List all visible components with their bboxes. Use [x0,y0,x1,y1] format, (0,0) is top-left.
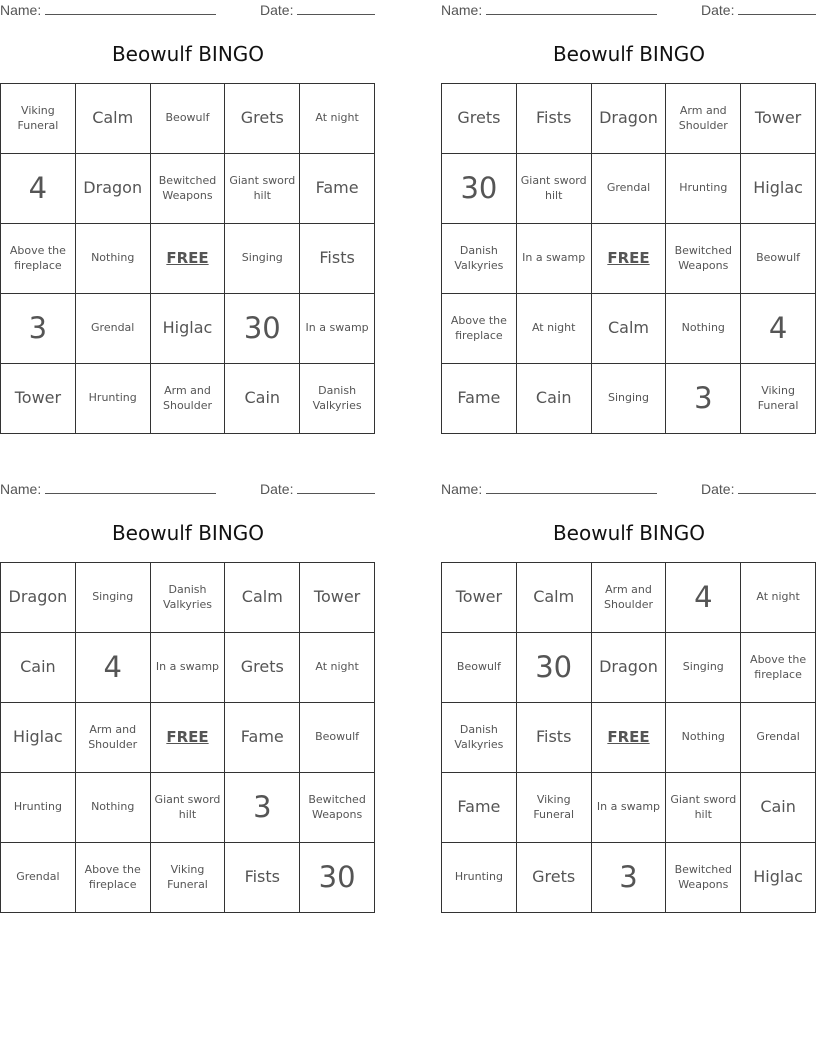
name-label: Name: [0,2,42,18]
bingo-cell[interactable]: Singing [592,364,667,434]
bingo-cell[interactable]: Danish Valkyries [442,224,517,294]
bingo-cell[interactable]: Dragon [1,563,76,633]
bingo-cell[interactable]: Fists [300,224,375,294]
date-field [260,2,375,18]
bingo-grid [0,83,375,434]
bingo-cell[interactable]: At night [517,294,592,364]
bingo-cell[interactable]: Dragon [592,633,667,703]
name-field [0,2,216,18]
bingo-cell[interactable]: Higlac [151,294,226,364]
date-field [260,481,375,497]
date-blank-line[interactable] [738,3,816,15]
bingo-cell[interactable]: Fame [300,154,375,224]
card-title: Beowulf BINGO [552,42,706,66]
bingo-cell[interactable]: Arm and Shoulder [151,364,226,434]
bingo-cell[interactable]: Giant sword hilt [151,773,226,843]
bingo-cell[interactable]: Above the fireplace [741,633,816,703]
bingo-cell[interactable]: Dragon [592,84,667,154]
free-space-cell[interactable]: FREE [151,224,226,294]
bingo-cell[interactable]: Dragon [76,154,151,224]
bingo-cell[interactable]: Cain [741,773,816,843]
bingo-cell[interactable]: 30 [300,843,375,913]
bingo-cell[interactable]: Cain [1,633,76,703]
bingo-cell[interactable]: Singing [76,563,151,633]
bingo-cell[interactable]: Higlac [741,154,816,224]
bingo-cell[interactable]: 3 [225,773,300,843]
bingo-cell[interactable]: Danish Valkyries [300,364,375,434]
card-title: Beowulf BINGO [111,42,265,66]
bingo-cell[interactable]: Nothing [666,703,741,773]
name-label: Name: [441,2,483,18]
bingo-cell[interactable]: In a swamp [151,633,226,703]
bingo-cell[interactable]: Beowulf [741,224,816,294]
card-header [441,479,816,501]
date-field [701,2,816,18]
bingo-cell[interactable]: Fists [517,703,592,773]
bingo-card [0,0,376,435]
bingo-cell[interactable]: 4 [741,294,816,364]
free-space-cell[interactable]: FREE [151,703,226,773]
bingo-grid [441,83,816,434]
bingo-cell[interactable]: Giant sword hilt [517,154,592,224]
bingo-cell[interactable]: Viking Funeral [151,843,226,913]
bingo-cell[interactable]: Hrunting [76,364,151,434]
bingo-cell[interactable]: Bewitched Weapons [666,843,741,913]
bingo-cell[interactable]: Beowulf [151,84,226,154]
name-blank-line[interactable] [486,3,657,15]
bingo-card [0,479,376,914]
bingo-cell[interactable]: Above the fireplace [442,294,517,364]
bingo-cell[interactable]: 4 [76,633,151,703]
bingo-cell[interactable]: Danish Valkyries [151,563,226,633]
bingo-cell[interactable]: Singing [225,224,300,294]
name-label: Name: [0,481,42,497]
bingo-cell[interactable]: In a swamp [300,294,375,364]
date-label: Date: [701,2,735,18]
bingo-cell[interactable]: Fame [442,773,517,843]
bingo-cell[interactable]: Fists [225,843,300,913]
free-space-cell[interactable]: FREE [592,703,667,773]
card-header [441,0,816,22]
bingo-cell[interactable]: Calm [592,294,667,364]
bingo-grid [0,562,375,913]
name-field [441,2,657,18]
card-header [0,479,376,501]
bingo-cell[interactable]: Bewitched Weapons [300,773,375,843]
name-blank-line[interactable] [45,3,216,15]
bingo-cell[interactable]: Nothing [76,773,151,843]
bingo-cell[interactable]: Grets [517,843,592,913]
bingo-cell[interactable]: Viking Funeral [1,84,76,154]
bingo-cell[interactable]: Grendal [741,703,816,773]
bingo-grid [441,562,816,913]
bingo-cell[interactable]: 3 [592,843,667,913]
bingo-cell[interactable]: Fame [225,703,300,773]
card-header [0,0,376,22]
name-field [441,481,657,497]
bingo-cell[interactable]: 4 [1,154,76,224]
date-label: Date: [260,481,294,497]
bingo-cell[interactable]: Grendal [1,843,76,913]
bingo-cell[interactable]: 30 [442,154,517,224]
name-label: Name: [441,481,483,497]
bingo-cell[interactable]: Tower [442,563,517,633]
bingo-cell[interactable]: Tower [741,84,816,154]
free-space-cell[interactable]: FREE [592,224,667,294]
bingo-cell[interactable]: Grets [225,633,300,703]
bingo-cell[interactable]: Beowulf [442,633,517,703]
bingo-cell[interactable]: Cain [517,364,592,434]
bingo-cell[interactable]: Danish Valkyries [442,703,517,773]
date-blank-line[interactable] [297,482,375,494]
date-label: Date: [260,2,294,18]
card-title: Beowulf BINGO [111,521,265,545]
bingo-cell[interactable]: 3 [1,294,76,364]
bingo-cell[interactable]: Cain [225,364,300,434]
bingo-cell[interactable]: At night [741,563,816,633]
bingo-cell[interactable]: Beowulf [300,703,375,773]
bingo-cell[interactable]: At night [300,84,375,154]
date-field [701,481,816,497]
bingo-card [441,0,816,435]
bingo-cell[interactable]: Arm and Shoulder [76,703,151,773]
name-blank-line[interactable] [486,482,657,494]
bingo-cell[interactable]: In a swamp [592,773,667,843]
bingo-cell[interactable]: Bewitched Weapons [666,224,741,294]
bingo-cell[interactable]: 30 [517,633,592,703]
bingo-cell[interactable]: Tower [1,364,76,434]
card-title: Beowulf BINGO [552,521,706,545]
bingo-cell[interactable]: Calm [225,563,300,633]
bingo-cell[interactable]: Above the fireplace [76,843,151,913]
bingo-cell[interactable]: Higlac [1,703,76,773]
bingo-cell[interactable]: Viking Funeral [741,364,816,434]
bingo-cell[interactable]: Bewitched Weapons [151,154,226,224]
date-blank-line[interactable] [297,3,375,15]
bingo-cell[interactable]: Hrunting [1,773,76,843]
bingo-cell[interactable]: Calm [76,84,151,154]
bingo-cell[interactable]: Above the fireplace [1,224,76,294]
bingo-cell[interactable]: 4 [666,563,741,633]
bingo-cell[interactable]: Higlac [741,843,816,913]
bingo-cell[interactable]: Arm and Shoulder [592,563,667,633]
bingo-cell[interactable]: Fists [517,84,592,154]
bingo-cell[interactable]: Fame [442,364,517,434]
bingo-cell[interactable]: In a swamp [517,224,592,294]
bingo-cell[interactable]: Grets [225,84,300,154]
date-blank-line[interactable] [738,482,816,494]
bingo-cell[interactable]: Giant sword hilt [666,773,741,843]
bingo-cell[interactable]: Grendal [76,294,151,364]
bingo-cell[interactable]: Giant sword hilt [225,154,300,224]
bingo-cell[interactable]: Nothing [76,224,151,294]
bingo-cell[interactable]: Grets [442,84,517,154]
bingo-cell[interactable]: Calm [517,563,592,633]
bingo-cell[interactable]: Hrunting [666,154,741,224]
bingo-cell[interactable]: Arm and Shoulder [666,84,741,154]
bingo-cell[interactable]: 3 [666,364,741,434]
name-blank-line[interactable] [45,482,216,494]
bingo-cell[interactable]: Hrunting [442,843,517,913]
bingo-card [441,479,816,914]
bingo-cell[interactable]: Tower [300,563,375,633]
date-label: Date: [701,481,735,497]
bingo-cell[interactable]: Nothing [666,294,741,364]
bingo-cell[interactable]: Grendal [592,154,667,224]
bingo-cell[interactable]: Singing [666,633,741,703]
bingo-cell[interactable]: Viking Funeral [517,773,592,843]
bingo-cell[interactable]: At night [300,633,375,703]
name-field [0,481,216,497]
bingo-cell[interactable]: 30 [225,294,300,364]
